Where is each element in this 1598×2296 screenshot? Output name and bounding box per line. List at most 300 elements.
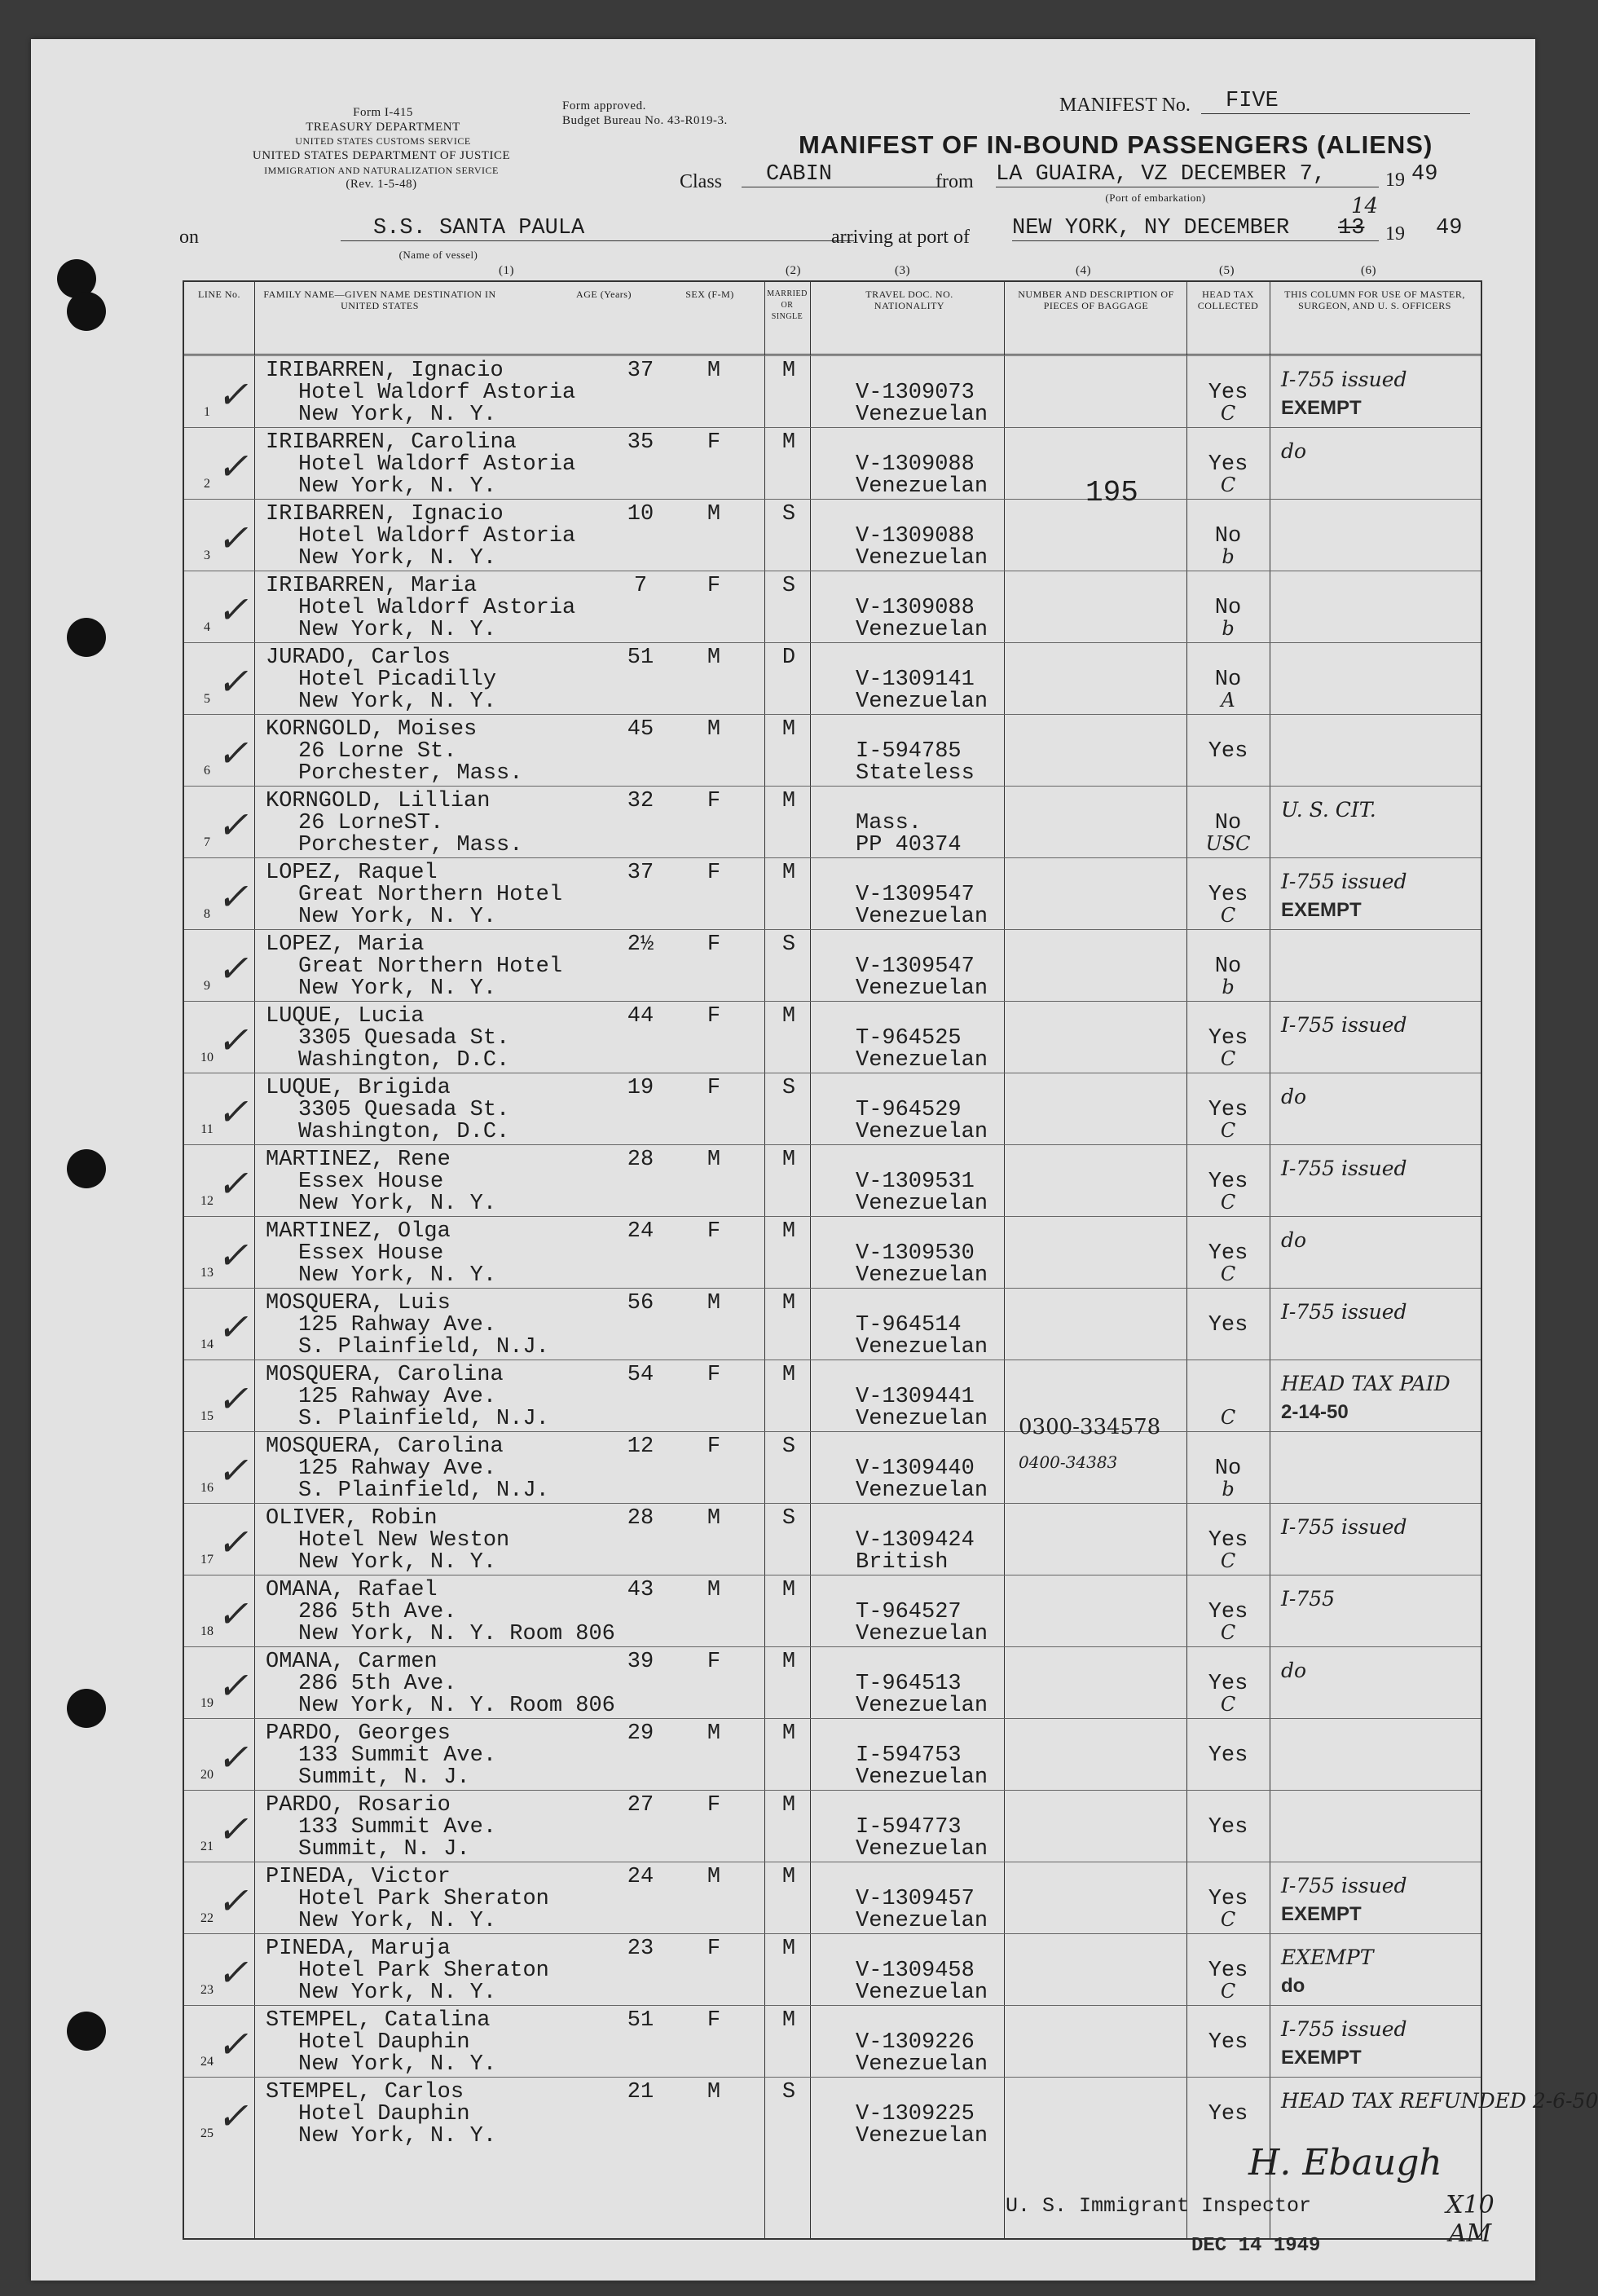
binder-hole-icon — [67, 292, 106, 331]
sex-value: M — [707, 1291, 721, 1315]
passenger-name: MOSQUERA, Carolina — [266, 1363, 504, 1387]
officer-note: I-755 — [1281, 1587, 1336, 1611]
initials: X10 AM — [1446, 2191, 1495, 2248]
age-value: 39 — [627, 1650, 654, 1674]
head-tax-mark: C — [1220, 1191, 1236, 1214]
line-number: 25 — [200, 2126, 214, 2140]
line-number: 13 — [200, 1266, 214, 1280]
passenger-name: OMANA, Rafael — [266, 1578, 438, 1602]
from-value: LA GUAIRA, VZ DECEMBER 7, — [996, 163, 1379, 187]
destination-line-2: New York, N. Y. — [298, 1192, 497, 1216]
nationality: PP 40374 — [856, 833, 962, 857]
sex-value: M — [707, 646, 721, 670]
check-mark-icon: ✓ — [217, 659, 249, 703]
destination-line-1: 125 Rahway Ave. — [298, 1456, 497, 1481]
destination-line-2: New York, N. Y. — [298, 1550, 497, 1575]
destination-line-1: 125 Rahway Ave. — [298, 1313, 497, 1337]
table-row — [184, 1360, 1481, 1432]
manifest-number: FIVE — [1201, 90, 1470, 114]
passenger-name: STEMPEL, Carlos — [266, 2080, 464, 2104]
destination-line-1: Hotel Park Sheraton — [298, 1887, 549, 1911]
head-tax-mark: C — [1220, 1908, 1236, 1931]
budget-bureau-label: Budget Bureau No. 43-R019-3. — [562, 114, 728, 127]
check-mark-icon: ✓ — [217, 588, 249, 632]
head-tax-value: Yes — [1208, 2102, 1248, 2126]
officer-note: do — [1281, 1228, 1307, 1252]
nationality: Venezuelan — [856, 546, 988, 571]
sex-value: M — [707, 1148, 721, 1172]
head-tax-value: Yes — [1208, 1313, 1248, 1337]
binder-hole-icon — [67, 618, 106, 657]
sex-value: F — [707, 789, 721, 813]
line-number: 12 — [200, 1194, 214, 1208]
arriving-label: arriving at port of — [831, 227, 970, 248]
table-row — [184, 2005, 1481, 2078]
travel-doc-number: I-594785 — [856, 739, 962, 764]
officer-note: do — [1281, 1659, 1307, 1682]
nationality: Venezuelan — [856, 1192, 988, 1216]
port-embarkation-note: (Port of embarkation) — [1105, 192, 1206, 204]
col-number-1: (1) — [499, 264, 514, 277]
destination-line-1: 133 Summit Ave. — [298, 1743, 497, 1768]
passenger-name: PINEDA, Victor — [266, 1865, 451, 1889]
col-number-5: (5) — [1219, 264, 1235, 277]
travel-doc-number: V-1309088 — [856, 524, 975, 549]
travel-doc-number: V-1309141 — [856, 668, 975, 692]
passenger-name: PARDO, Georges — [266, 1721, 451, 1746]
officer-stamp: EXEMPT — [1281, 899, 1362, 921]
nationality: British — [856, 1550, 949, 1575]
destination-line-1: 286 5th Ave. — [298, 1600, 457, 1624]
form-approved-label: Form approved. — [562, 99, 646, 112]
nationality: Venezuelan — [856, 1909, 988, 1933]
table-row — [184, 355, 1481, 428]
table-row — [184, 2077, 1598, 2149]
officer-note: I-755 issued — [1281, 1013, 1407, 1037]
nationality: Venezuelan — [856, 690, 988, 714]
passenger-name: KORNGOLD, Lillian — [266, 789, 491, 813]
marital-status: M — [781, 1721, 796, 1746]
table-row — [184, 1933, 1481, 2006]
col-header-married: MARRIED OR SINGLE — [767, 289, 808, 321]
nationality: Venezuelan — [856, 1694, 988, 1718]
col-header-line-no: LINE No. — [198, 289, 240, 300]
destination-line-2: New York, N. Y. — [298, 1981, 497, 2005]
head-tax-value: Yes — [1208, 1026, 1248, 1051]
marital-status: M — [781, 1148, 796, 1172]
check-mark-icon: ✓ — [217, 2094, 249, 2138]
head-tax-value: Yes — [1208, 883, 1248, 907]
marital-status: S — [781, 1076, 796, 1100]
passenger-name: MOSQUERA, Carolina — [266, 1434, 504, 1459]
passenger-name: STEMPEL, Catalina — [266, 2008, 491, 2033]
head-tax-value: No — [1214, 596, 1242, 620]
col-header-name: FAMILY NAME—GIVEN NAME DESTINATION IN UNITED STATES — [263, 289, 496, 311]
check-mark-icon: ✓ — [217, 1950, 249, 1994]
check-mark-icon: ✓ — [217, 1664, 249, 1708]
check-mark-icon: ✓ — [217, 1090, 249, 1134]
marital-status: M — [781, 1865, 796, 1889]
passenger-name: MOSQUERA, Luis — [266, 1291, 451, 1315]
check-mark-icon: ✓ — [217, 1448, 249, 1492]
line-number: 3 — [204, 549, 210, 562]
table-row — [184, 1001, 1481, 1073]
line-number: 22 — [200, 1911, 214, 1925]
sex-value: F — [707, 1219, 721, 1244]
year-from: 49 — [1411, 162, 1438, 187]
destination-line-1: Hotel Waldorf Astoria — [298, 452, 576, 477]
destination-line-2: New York, N. Y. — [298, 690, 497, 714]
nationality: Venezuelan — [856, 1263, 988, 1288]
destination-line-2: Washington, D.C. — [298, 1048, 510, 1073]
passenger-name: IRIBARREN, Ignacio — [266, 359, 504, 383]
manifest-label: MANIFEST No. — [1059, 95, 1191, 116]
travel-doc-number: T-964525 — [856, 1026, 962, 1051]
travel-doc-number: T-964529 — [856, 1098, 962, 1122]
age-value: 32 — [627, 789, 654, 813]
head-tax-mark: C — [1220, 1693, 1236, 1716]
line-number: 17 — [200, 1553, 214, 1567]
officer-note: I-755 issued — [1281, 1300, 1407, 1324]
nationality: Venezuelan — [856, 1622, 988, 1646]
age-value: 29 — [627, 1721, 654, 1746]
age-value: 2½ — [627, 932, 654, 957]
travel-doc-number: V-1309440 — [856, 1456, 975, 1481]
officer-stamp: EXEMPT — [1281, 2047, 1362, 2069]
age-value: 12 — [627, 1434, 654, 1459]
col-header-travel-doc: TRAVEL DOC. NO. NATIONALITY — [865, 289, 953, 311]
head-tax-value: No — [1214, 524, 1242, 549]
nationality: Venezuelan — [856, 1479, 988, 1503]
head-tax-value: Yes — [1208, 1672, 1248, 1696]
age-value: 45 — [627, 717, 654, 742]
travel-doc-number: V-1309547 — [856, 954, 975, 979]
sex-value: F — [707, 932, 721, 957]
sex-value: M — [707, 502, 721, 527]
head-tax-value: Yes — [1208, 1528, 1248, 1553]
passenger-name: MARTINEZ, Olga — [266, 1219, 451, 1244]
class-label: Class — [680, 171, 723, 192]
table-row — [184, 1216, 1481, 1289]
officer-note: EXEMPT — [1281, 1946, 1374, 1969]
binder-hole-icon — [67, 1149, 106, 1188]
nationality: Venezuelan — [856, 1837, 988, 1862]
head-tax-mark: C — [1220, 1047, 1236, 1070]
marital-status: S — [781, 1506, 796, 1531]
head-tax-mark: C — [1220, 1406, 1236, 1429]
head-tax-value: Yes — [1208, 381, 1248, 405]
marital-status: M — [781, 1004, 796, 1029]
travel-doc-number: V-1309226 — [856, 2030, 975, 2055]
table-row — [184, 929, 1481, 1002]
age-value: 51 — [627, 2008, 654, 2033]
sex-value: F — [707, 1650, 721, 1674]
vessel-note: (Name of vessel) — [398, 249, 478, 261]
marital-status: M — [781, 1578, 796, 1602]
destination-line-2: Summit, N. J. — [298, 1765, 470, 1790]
check-mark-icon: ✓ — [217, 1018, 249, 1062]
line-number: 4 — [204, 620, 210, 634]
sex-value: M — [707, 1578, 721, 1602]
destination-line-2: Washington, D.C. — [298, 1120, 510, 1144]
table-row — [184, 1503, 1481, 1575]
travel-doc-number: I-594753 — [856, 1743, 962, 1768]
table-row — [184, 1790, 1481, 1862]
destination-line-2: New York, N. Y. — [298, 905, 497, 929]
sex-value: F — [707, 430, 721, 455]
age-value: 44 — [627, 1004, 654, 1029]
year-prefix: 19 — [1385, 223, 1405, 245]
officer-stamp: EXEMPT — [1281, 1903, 1362, 1925]
table-row — [184, 1073, 1481, 1145]
destination-line-1: 286 5th Ave. — [298, 1672, 457, 1696]
nationality: Venezuelan — [856, 403, 988, 427]
table-row — [184, 1288, 1481, 1360]
sex-value: M — [707, 717, 721, 742]
line-number: 23 — [200, 1983, 214, 1997]
head-tax-value: No — [1214, 954, 1242, 979]
check-mark-icon: ✓ — [217, 1807, 249, 1851]
destination-line-1: Great Northern Hotel — [298, 954, 563, 979]
travel-doc-number: I-594773 — [856, 1815, 962, 1840]
passenger-name: LOPEZ, Maria — [266, 932, 425, 957]
destination-line-1: Great Northern Hotel — [298, 883, 563, 907]
sex-value: F — [707, 1004, 721, 1029]
head-tax-mark: b — [1222, 1478, 1235, 1501]
sex-value: F — [707, 1076, 721, 1100]
destination-line-1: Hotel Dauphin — [298, 2030, 470, 2055]
vessel-name: S.S. SANTA PAULA — [341, 217, 854, 241]
destination-line-2: New York, N. Y. — [298, 618, 497, 642]
age-value: 28 — [627, 1506, 654, 1531]
officer-note: I-755 issued — [1281, 1874, 1407, 1897]
nationality: Venezuelan — [856, 1981, 988, 2005]
officer-note: HEAD TAX PAID — [1281, 1372, 1451, 1395]
age-value: 24 — [627, 1219, 654, 1244]
head-tax-value: Yes — [1208, 2030, 1248, 2055]
head-tax-value: No — [1214, 668, 1242, 692]
age-value: 7 — [633, 574, 648, 598]
sex-value: M — [707, 2080, 721, 2104]
officer-note: I-755 issued — [1281, 870, 1407, 893]
travel-doc-number: T-964514 — [856, 1313, 962, 1337]
officer-note: do — [1281, 1085, 1307, 1108]
marital-status: M — [781, 2008, 796, 2033]
inspector-label: U. S. Immigrant Inspector — [1006, 2194, 1312, 2218]
class-value: CABIN — [742, 163, 945, 187]
age-value: 24 — [627, 1865, 654, 1889]
sex-value: M — [707, 359, 721, 383]
age-value: 37 — [627, 359, 654, 383]
destination-line-1: 3305 Quesada St. — [298, 1026, 510, 1051]
nationality: Venezuelan — [856, 1407, 988, 1431]
destination-line-1: Hotel New Weston — [298, 1528, 510, 1553]
head-tax-value: Yes — [1208, 1600, 1248, 1624]
destination-line-2: S. Plainfield, N.J. — [298, 1335, 549, 1360]
marital-status: M — [781, 1793, 796, 1818]
col-number-2: (2) — [786, 264, 801, 277]
arrival-day-struck: 13 — [1338, 216, 1365, 240]
age-value: 54 — [627, 1363, 654, 1387]
passenger-name: OMANA, Carmen — [266, 1650, 438, 1674]
table-row — [184, 1575, 1481, 1647]
travel-doc-number: V-1309088 — [856, 452, 975, 477]
sex-value: F — [707, 861, 721, 885]
check-mark-icon: ✓ — [217, 1161, 249, 1205]
head-tax-value: Yes — [1208, 1743, 1248, 1768]
marital-status: M — [781, 1937, 796, 1961]
officer-note: do — [1281, 439, 1307, 463]
travel-doc-number: V-1309073 — [856, 381, 975, 405]
nationality: Venezuelan — [856, 2052, 988, 2077]
head-tax-value: Yes — [1208, 1815, 1248, 1840]
manifest-title: MANIFEST OF IN-BOUND PASSENGERS (ALIENS) — [799, 130, 1433, 159]
marital-status: S — [781, 932, 796, 957]
col-number-4: (4) — [1076, 264, 1091, 277]
passenger-name: KORNGOLD, Moises — [266, 717, 478, 742]
sex-value: F — [707, 1793, 721, 1818]
check-mark-icon: ✓ — [217, 516, 249, 560]
head-tax-mark: C — [1220, 1621, 1236, 1644]
sex-value: F — [707, 1434, 721, 1459]
line-number: 6 — [204, 764, 210, 778]
head-tax-value: Yes — [1208, 452, 1248, 477]
destination-line-1: Hotel Park Sheraton — [298, 1959, 549, 1983]
date-stamp: DEC 14 1949 — [1191, 2235, 1321, 2257]
destination-line-1: Hotel Waldorf Astoria — [298, 524, 576, 549]
head-tax-value: Yes — [1208, 739, 1248, 764]
col-header-age: AGE (Years) — [576, 289, 632, 300]
table-row — [184, 857, 1481, 930]
arrival-value: NEW YORK, NY DECEMBER — [1012, 217, 1379, 241]
revision-label: (Rev. 1-5-48) — [346, 178, 417, 191]
check-mark-icon: ✓ — [217, 1377, 249, 1421]
baggage-count: 195 — [1085, 476, 1138, 509]
head-tax-mark: C — [1220, 1980, 1236, 2003]
line-number: 7 — [204, 835, 210, 849]
nationality: Venezuelan — [856, 1765, 988, 1790]
marital-status: S — [781, 574, 796, 598]
table-row — [184, 571, 1481, 643]
receipt-number-1: 0300-334578 — [1019, 1415, 1161, 1439]
check-mark-icon: ✓ — [217, 1592, 249, 1636]
head-tax-mark: A — [1221, 689, 1235, 712]
passenger-name: LUQUE, Lucia — [266, 1004, 425, 1029]
table-row — [184, 1862, 1481, 1934]
col-header-sex: SEX (F-M) — [685, 289, 734, 300]
check-mark-icon: ✓ — [217, 1735, 249, 1779]
marital-status: M — [781, 717, 796, 742]
nationality: Venezuelan — [856, 1048, 988, 1073]
customs-label: UNITED STATES CUSTOMS SERVICE — [295, 135, 471, 147]
head-tax-mark: C — [1220, 474, 1236, 496]
check-mark-icon: ✓ — [217, 875, 249, 919]
passenger-table — [183, 280, 1598, 2240]
age-value: 35 — [627, 430, 654, 455]
passenger-name: PARDO, Rosario — [266, 1793, 451, 1818]
destination-line-2: New York, N. Y. Room 806 — [298, 1622, 615, 1646]
check-mark-icon: ✓ — [217, 803, 249, 847]
line-number: 18 — [200, 1624, 214, 1638]
sex-value: F — [707, 574, 721, 598]
age-value: 51 — [627, 646, 654, 670]
marital-status: M — [781, 1219, 796, 1244]
age-value: 27 — [627, 1793, 654, 1818]
marital-status: M — [781, 1650, 796, 1674]
officer-note: I-755 issued — [1281, 2017, 1407, 2041]
line-number: 21 — [200, 1840, 214, 1853]
age-value: 23 — [627, 1937, 654, 1961]
nationality: Venezuelan — [856, 2124, 988, 2148]
passenger-name: PINEDA, Maruja — [266, 1937, 451, 1961]
destination-line-2: Summit, N. J. — [298, 1837, 470, 1862]
sex-value: M — [707, 1865, 721, 1889]
passenger-name: LUQUE, Brigida — [266, 1076, 451, 1100]
head-tax-value: Yes — [1208, 1241, 1248, 1266]
col-header-head-tax: HEAD TAX COLLECTED — [1197, 289, 1259, 311]
table-row — [184, 642, 1481, 715]
head-tax-mark: C — [1220, 1263, 1236, 1285]
destination-line-1: Hotel Waldorf Astoria — [298, 381, 576, 405]
check-mark-icon: ✓ — [217, 444, 249, 488]
destination-line-2: New York, N. Y. — [298, 474, 497, 499]
line-number: 8 — [204, 907, 210, 921]
line-number: 19 — [200, 1696, 214, 1710]
marital-status: S — [781, 502, 796, 527]
destination-line-2: New York, N. Y. — [298, 403, 497, 427]
destination-line-1: 133 Summit Ave. — [298, 1815, 497, 1840]
justice-label: UNITED STATES DEPARTMENT OF JUSTICE — [252, 149, 511, 162]
marital-status: M — [781, 789, 796, 813]
line-number: 11 — [200, 1122, 214, 1136]
age-value: 43 — [627, 1578, 654, 1602]
marital-status: S — [781, 1434, 796, 1459]
travel-doc-number: V-1309547 — [856, 883, 975, 907]
passenger-name: IRIBARREN, Ignacio — [266, 502, 504, 527]
table-row — [184, 1431, 1481, 1504]
inspector-signature: H. Ebaugh — [1248, 2142, 1442, 2184]
marital-status: M — [781, 861, 796, 885]
destination-line-1: Hotel Dauphin — [298, 2102, 470, 2126]
travel-doc-number: T-964513 — [856, 1672, 962, 1696]
passenger-name: JURADO, Carlos — [266, 646, 451, 670]
travel-doc-number: V-1309424 — [856, 1528, 975, 1553]
marital-status: M — [781, 1363, 796, 1387]
sex-value: M — [707, 1506, 721, 1531]
destination-line-2: Porchester, Mass. — [298, 761, 523, 786]
age-value: 21 — [627, 2080, 654, 2104]
check-mark-icon: ✓ — [217, 731, 249, 775]
head-tax-mark: b — [1222, 976, 1235, 998]
nationality: Venezuelan — [856, 618, 988, 642]
line-number: 16 — [200, 1481, 214, 1495]
travel-doc-number: V-1309441 — [856, 1385, 975, 1409]
arrival-day-corrected: 14 — [1351, 194, 1379, 218]
head-tax-mark: C — [1220, 904, 1236, 927]
table-row — [184, 499, 1481, 571]
marital-status: S — [781, 2080, 796, 2104]
sex-value: F — [707, 1937, 721, 1961]
destination-line-1: 125 Rahway Ave. — [298, 1385, 497, 1409]
travel-doc-number: V-1309458 — [856, 1959, 975, 1983]
officer-note: I-755 issued — [1281, 1157, 1407, 1180]
table-row — [184, 786, 1481, 858]
table-row — [184, 1144, 1481, 1217]
head-tax-value: No — [1214, 811, 1242, 835]
head-tax-mark: C — [1220, 402, 1236, 425]
destination-line-1: 26 Lorne St. — [298, 739, 457, 764]
manifest-page — [31, 39, 1598, 2281]
